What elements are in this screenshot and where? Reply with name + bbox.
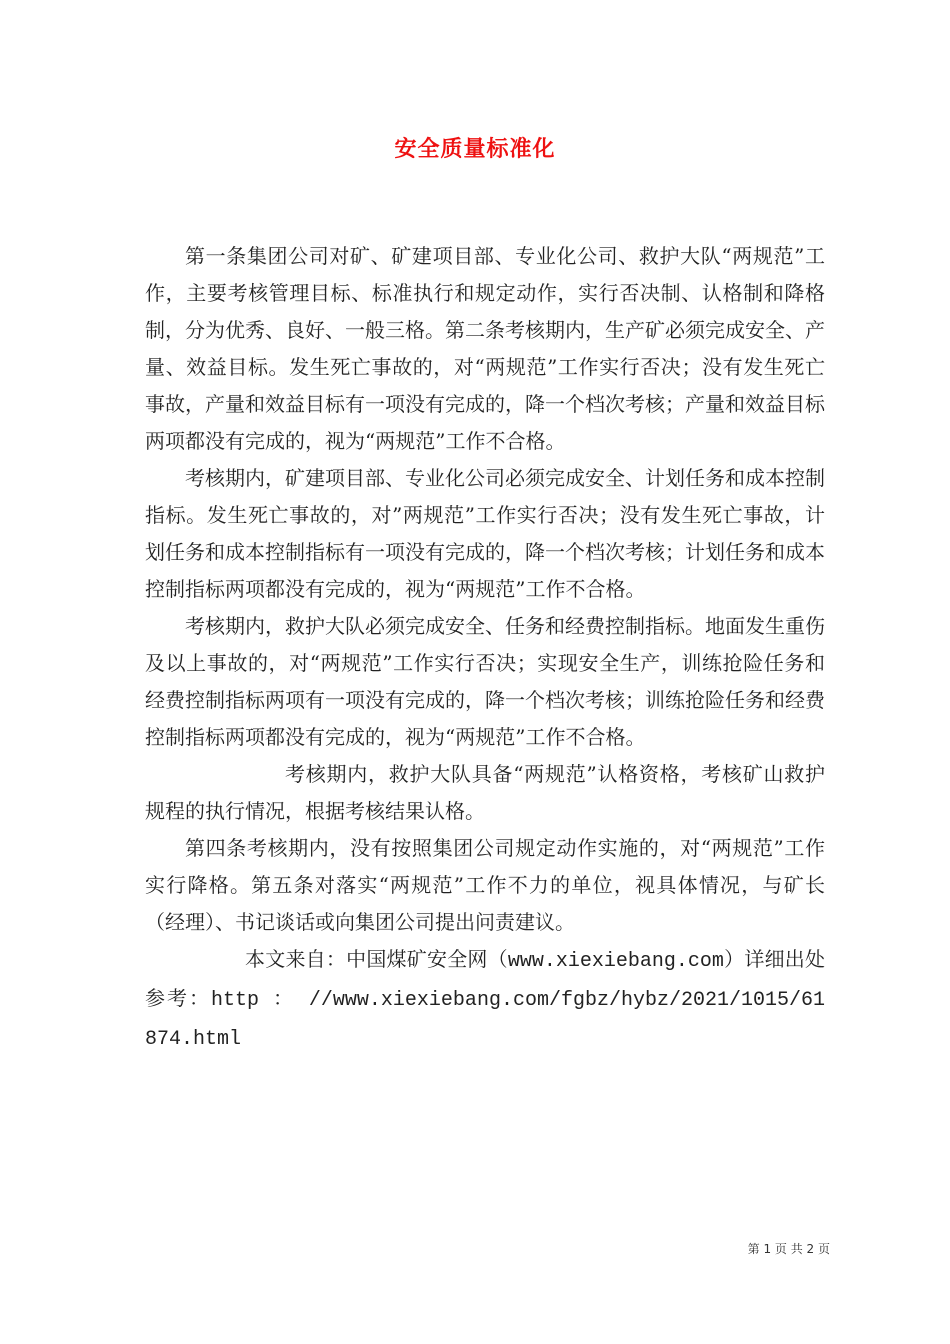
paragraph-mine-construction: 考核期内，矿建项目部、专业化公司必须完成安全、计划任务和成本控制指标。发生死亡事故的，对”两规范”工作实行否决；没有发生死亡事故，计划任务和成本控制指标有一项没有完成的，降一个档次考核；计划任务和成本控制指标两项都没有完成的，视为“两规范”工作不合格。 xyxy=(145,466,825,601)
page-number: 第 1 页 共 2 页 xyxy=(747,1242,830,1256)
document-body xyxy=(145,238,825,1058)
source-middle: ）详细出处参考： xyxy=(145,947,826,1010)
paragraph-article-4-5: 第四条考核期内，没有按照集团公司规定动作实施的，对“两规范”工作实行降格。第五条对落实“两规范”工作不力的单位，视具体情况，与矿长（经理）、书记谈话或向集团公司提出问责建议。 xyxy=(145,836,825,934)
paragraph-article-1-2: 第一条集团公司对矿、矿建项目部、专业化公司、救护大队“两规范”工作，主要考核管理目标、标准执行和规定动作，实行否决制、认格制和降格制，分为优秀、良好、一般三格。第二条考核期内，生产矿必须完成安全、产量、效益目标。发生死亡事故的，对“两规范”工作实行否决；没有发生死亡事故，产量和效益目标有一项没有完成的，降一个档次考核；产量和效益目标两项都没有完成的，视为“两规范”工作不合格。 xyxy=(145,244,825,453)
source-citation xyxy=(145,941,825,1058)
source-site-link[interactable]: www.xiexiebang.com xyxy=(507,950,724,973)
document-title: 安全质量标准化 xyxy=(394,137,556,162)
paragraph-rescue-team: 考核期内，救护大队必须完成安全、任务和经费控制指标。地面发生重伤及以上事故的，对“两规范”工作实行否决；实现安全生产，训练抢险任务和经费控制指标两项有一项没有完成的，降一个档次考核；训练抢险任务和经费控制指标两项都没有完成的，视为“两规范”工作不合格。 xyxy=(145,614,825,749)
source-prefix: 本文来自：中国煤矿安全网（ xyxy=(245,947,508,971)
paragraph-rescue-qualification: 考核期内，救护大队具备“两规范”认格资格，考核矿山救护规程的执行情况，根据考核结果认格。 xyxy=(145,762,825,823)
source-url-link[interactable]: http ： //www.xiexiebang.com/fgbz/hybz/2021/1015/61874.html xyxy=(145,989,825,1051)
